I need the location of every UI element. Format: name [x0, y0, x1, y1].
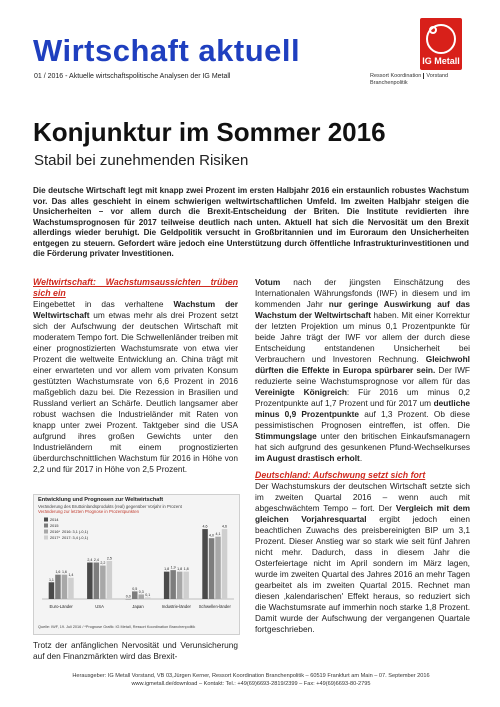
- chart-legend-swatch: [44, 530, 48, 534]
- chart-title: Entwicklung und Prognosen zur Weltwirtschaft: [38, 497, 164, 503]
- chart-bar: [107, 561, 113, 599]
- chart-bar: [55, 575, 61, 599]
- chart-bar: [202, 529, 208, 599]
- right-paragraph-1: Votum nach der jüngsten Einschätzung des Internationalen Währungsfonds (IWF) in diesem und im kommenden Jahr nur geringe Auswirkung auf das Wachstum der Weltwirtschaft haben. Mit einer Korrektur der letzten Projektion um minus 0,1 Prozentpunkte für beide Jahre trägt der IWF vor allem der durch diese Entscheidung entstandenen Unsicherheit bei Verbrauchern und Investoren Rechnung. Gleichwohl dürften die Effekte in Europa spürbarer sein. Der IWF reduzierte seine Wachstumsprognose vor allem für das Vereinigte Königreich: Für 2016 um minus 0,2 Prozentpunkte auf 1,7 Prozent und für 2017 um deutliche minus 0,9 Prozentpunkte auf 1,3 Prozent. Ob diese pessimistischen Prognosen eintreffen, ist offen. Die Stimmungslage unter den britischen Einkaufsmanagern hat sich aufgrund des gesunkenen Pfund-Wechselkurses im August drastisch erholt.: [255, 277, 471, 463]
- chart-source: Quelle: IWF, 19. Juli 2016 / *Prognose Grafik: IG Metall, Ressort Koordination Branchenpolitik: [38, 625, 196, 629]
- footer-contact: www.igmetall.de/download – Kontakt: Tel.: +49(69)6693-2819/2399 – Fax: +49(69)6693-80-2795: [131, 680, 371, 687]
- chart-bar: [62, 575, 67, 599]
- chart-bar-label: 1,6: [61, 570, 67, 575]
- chart-bar-label: 2,4: [93, 558, 99, 563]
- footer: [33, 673, 469, 688]
- chart-bar: [49, 582, 55, 599]
- chart-legend-value: 2017: 3,4 (-0,1): [62, 536, 88, 540]
- chart-category-label: USA: [95, 604, 104, 609]
- right-paragraph-2: Der Wachstumskurs der deutschen Wirtschaft setzte sich im zweiten Quartal 2016 – wenn auch mit abgeschwächtem Tempo – fort. Der Vergleich mit dem gleichen Vorjahresquartal ergibt jedoch einen beachtlichen Zuwachs des preisbereinigten BIP um 3,1 Prozent. Dieser Anstieg war so stark wie seit fünf Jahren nicht mehr. Dadurch, dass in diesem Jahr die Osterfeiertage nicht im April sondern im März lagen, wurde im zweiten Quartal des Jahres 2016 an mehr Tagen gearbeitet als im zweiten Quartal 2015. Rechnet man diesen ‚kalendarischen' Effekt heraus, so reduziert sich die Wachstumsrate auf immerhin noch starke 1,8 Prozent. Damit wurde der Aufschwung der vergangenen Quartale fortgeschrieben.: [255, 481, 471, 634]
- chart-bar: [215, 537, 221, 599]
- chart-category-label: Industrie-länder: [161, 604, 191, 609]
- chart-bar-label: 1,8: [164, 567, 170, 572]
- chart-category-label: Euro-Länder: [49, 604, 73, 609]
- growth-chart: [33, 494, 240, 635]
- chart-legend-label: 2015: [50, 524, 59, 528]
- chart-bar: [100, 566, 106, 599]
- chart-plot: [34, 513, 239, 623]
- chart-legend-swatch: [44, 518, 48, 522]
- chart-legend-label: 2014: [50, 518, 59, 522]
- logo-text: IG Metall: [422, 56, 460, 66]
- chart-bar-label: 1,9: [170, 565, 176, 570]
- left-paragraph: Eingebettet in das verhaltene Wachstum der Weltwirtschaft um etwas mehr als drei Prozent setzt sich der Aufschwung der deutschen Wirtschaft mit moderatem Tempo fort. Die Schwellenländer treiben mit einer prognostizierten Wachstumsrate von etwa vier Prozent die weltweite Entwicklung an. China trägt mit einer erwarteten und vor allem vom privaten Konsum gestützten Wachstumsrate von 6,6 Prozent in 2016 maßgeblich dazu bei. Die Rezession in Brasilien und Russland verliert an Schärfe. Deutlich langsamer aber robust wachsen die Industrieländer mit Raten von knapp unter zwei Prozent. Taktgeber sind die USA aufgrund ihres großen Gewichts unter den Industrieländern mit einem prognostizierten überdurchschnittlichen Wachstum für 2016 in Höhe von 2,2 und für 2017 in Höhe von 2,5 Prozent.: [33, 299, 238, 474]
- masthead-subtitle: 01 / 2016 - Aktuelle wirtschaftspolitische Analysen der IG Metall: [34, 73, 231, 80]
- section-heading-deutschland: Deutschland: Aufschwung setzt sich fort: [255, 470, 426, 480]
- chart-bar: [145, 597, 151, 599]
- chart-legend-value: 2016: 3,1 (-0,1): [62, 530, 88, 534]
- chart-legend-label: 2016*: [50, 530, 60, 534]
- chart-legend-label: 2017*: [50, 536, 60, 540]
- chart-bar: [87, 563, 93, 599]
- chart-category-label: Japan: [132, 604, 144, 609]
- chart-category-label: Schwellen-länder: [198, 604, 231, 609]
- chart-bar-label: 4,6: [222, 524, 228, 529]
- footer-publisher: Herausgeber: IG Metall Vorstand, VB 03,Jürgen Kerner, Ressort Koordination Branchenpolitik – 60519 Frankfurt am Main – 07. September 2016: [72, 673, 430, 679]
- chart-bar-label: 1,6: [55, 570, 61, 575]
- ressort-label: Ressort Koordination Vorstand Branchenpolitik: [370, 73, 449, 86]
- chart-bar-label: 1,8: [183, 567, 189, 572]
- chart-subtitle: Veränderung des Bruttoinlandsprodukts (real) gegenüber Vorjahr in Prozent Veränderung zur letzten Prognose in Prozentpunkten: [38, 504, 182, 514]
- left-column: [33, 277, 238, 475]
- chart-bar-label: 2,2: [100, 561, 106, 566]
- chart-bar-label: 1,4: [68, 573, 74, 578]
- chart-bar: [68, 578, 74, 599]
- chart-bar: [139, 594, 145, 599]
- chart-bar-label: 0,1: [145, 592, 151, 597]
- left-column-continued: Trotz der anfänglichen Nervosität und Verunsicherung auf den Finanzmärkten wird das Brexit-: [33, 640, 238, 661]
- section-heading-weltwirtschaft: Weltwirtschaft: Wachstumsaussichten trüben sich ein: [33, 277, 238, 298]
- chart-bar-label: 4,1: [215, 532, 221, 537]
- chart-bar: [132, 591, 138, 599]
- article-title: Konjunktur im Sommer 2016: [33, 117, 386, 147]
- chart-bar-label: 2,4: [87, 558, 93, 563]
- ig-metall-logo: [420, 18, 462, 70]
- chart-bar: [164, 572, 170, 599]
- chart-bar-label: 1,1: [48, 577, 54, 582]
- logo-gear-icon: [429, 26, 437, 34]
- chart-bar-label: 1,8: [177, 567, 183, 572]
- chart-bar: [170, 570, 176, 599]
- article-subtitle: Stabil bei zunehmenden Risiken: [34, 152, 249, 169]
- chart-bar-label: 0,5: [132, 586, 138, 591]
- chart-bar-label: 0,3: [138, 589, 144, 594]
- chart-bar-label: 4,6: [202, 524, 208, 529]
- chart-bar: [209, 538, 215, 599]
- chart-legend-swatch: [44, 536, 48, 540]
- chart-bar-label: 4,0: [209, 533, 215, 538]
- lead-paragraph: Die deutsche Wirtschaft legt mit knapp zwei Prozent im ersten Halbjahr 2016 ein erstaunlich robustes Wachstum vor. Das alles geschieht in einem schwierigen weltwirtschaftlichen Umfeld. Im zweiten Halbjahr steigen die Unsicherheiten – vor allem durch die Brexit-Entscheidung der Briten. Die Institute revidierten ihre Wachstumsprognosen für 2017 teilweise deutlich nach unten. Aktuell hat sich die Nervosität um den Brexit allerdings wieder beruhigt. Die Geldpolitik versucht in Großbritannien und im Euroraum den Unsicherheiten entgegen zu steuern. Gefordert wäre jedoch eine Unterstützung durch öffentliche Infrastrukturinvestitionen und die Förderung privater Investitionen.: [33, 186, 469, 258]
- chart-bar: [222, 529, 228, 599]
- masthead-title: Wirtschaft aktuell: [33, 33, 301, 68]
- chart-bar: [183, 572, 189, 599]
- chart-legend-swatch: [44, 524, 48, 528]
- chart-bar-label: 2,5: [106, 556, 112, 561]
- chart-bar: [94, 563, 100, 599]
- chart-bar: [177, 572, 183, 599]
- chart-bar-label: 0,0: [125, 594, 131, 599]
- right-column: [255, 277, 470, 635]
